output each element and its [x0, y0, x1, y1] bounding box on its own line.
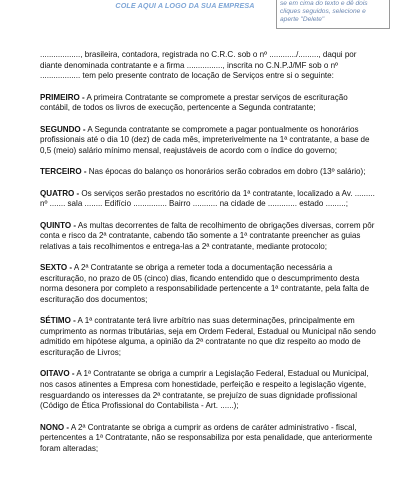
clause-segundo [40, 125, 378, 157]
clause-label: SÉTIMO - [40, 316, 76, 326]
clause-setimo [40, 316, 378, 358]
clause-text: A Segunda contratante se compromete a pagar pontualmente os honorários profissionais até o dia 10 (dez) de cada mês, impreterivelmente na 1ª contratante, a base de 0,5 (meio) salário mínimo mensal, reajustáveis de acordo com o índice do governo; [40, 124, 370, 155]
clause-label: NONO - [40, 422, 70, 432]
logo-placeholder-hint: COLE AQUI A LOGO DA SUA EMPRESA [115, 1, 255, 10]
clause-sexto [40, 263, 378, 305]
clause-terceiro [40, 167, 378, 178]
clause-text: A primeira Contratante se compromete a prestar serviços de escrituração contábil, de todos os livros de execução, pertencente a Segunda contratante; [40, 92, 348, 113]
clause-nono [40, 423, 378, 455]
instruction-tip-box [276, 0, 390, 29]
clause-label: QUATRO - [40, 188, 80, 198]
clause-label: QUINTO - [40, 220, 77, 230]
contract-intro: .................., brasileira, contadora, registrada no C.R.C. sob o nº ............/........., daqui por diante denominada contratante e a firma ................, inscrita no C.N.P.J/MF sob o nº .................. tem pelo presente contrato de locação de Serviços entre si o seguinte: [40, 50, 357, 81]
clause-text: Os serviços serão prestados no escritório da 1ª contratante, localizado a Av. ......... nº ....... sala ........ Edifício ............... Bairro ........... na cidade de ............. estado .........; [40, 188, 375, 209]
clause-quatro [40, 189, 378, 210]
clause-label: SEXTO - [40, 263, 73, 273]
clause-label: TERCEIRO - [40, 167, 87, 177]
clause-text: As multas decorrentes de falta de recolhimento de obrigações diversas, correm pôr conta e risco da 2ª contratante, cabendo tão somente a 1ª contratante preencher as guias relativas a tais recolhimentos e entrega-las a 2ª contratante, mediante protocolo; [40, 220, 375, 251]
clause-text: A 1ª contratante terá livre arbítrio nas suas determinações, principalmente em cumprimento as normas tributárias, seja em Ordem Federal, Estadual ou Municipal não sendo admitido em hipótese alguma, a opinião da 2ª contratante no que diz respeito ao modo de escrituração de Livros; [40, 316, 376, 358]
clause-quinto [40, 221, 378, 253]
clause-label: PRIMEIRO - [40, 92, 85, 102]
clause-label: OITAVO - [40, 369, 75, 379]
clause-oitavo [40, 369, 378, 411]
clause-text: A 2ª Contratante se obriga a remeter toda a documentação necessária a escrituração, no prazo de 05 (cinco) dias, ficando entendido que o descumprimento desta norma desonera por completo a responsabilidade pertencente a 1ª contratante, pela falta de escrituração dos documentos; [40, 263, 370, 304]
clause-text: A 2ª Contratante se obriga a cumprir as ordens de caráter administrativo - fiscal, pertencentes a 1ª Contratante, não se responsabiliza por esta penalidade, que anteriormente foram alteradas; [40, 422, 373, 453]
instruction-tip-text: se em cima do texto e dê dois cliques seguidos, selecione e aperte "Delete" [280, 0, 368, 24]
contract-body [40, 50, 378, 465]
clause-text: Nas épocas do balanço os honorários serão cobrados em dobro (13º salário); [86, 167, 366, 177]
clause-primeiro [40, 93, 378, 114]
clause-text: A 1ª Contratante se obriga a cumprir a Legislação Federal, Estadual ou Municipal, nos casos atinentes a Empresa com honestidade, perfeição e respeito a legislação vigente, resguardando os interesses da 2ª contratante, se prejuízo de suas dignidade profissional (Código de Ética Profissional do Contabilista - Art. ......); [40, 369, 369, 411]
clause-label: SEGUNDO - [40, 124, 86, 134]
